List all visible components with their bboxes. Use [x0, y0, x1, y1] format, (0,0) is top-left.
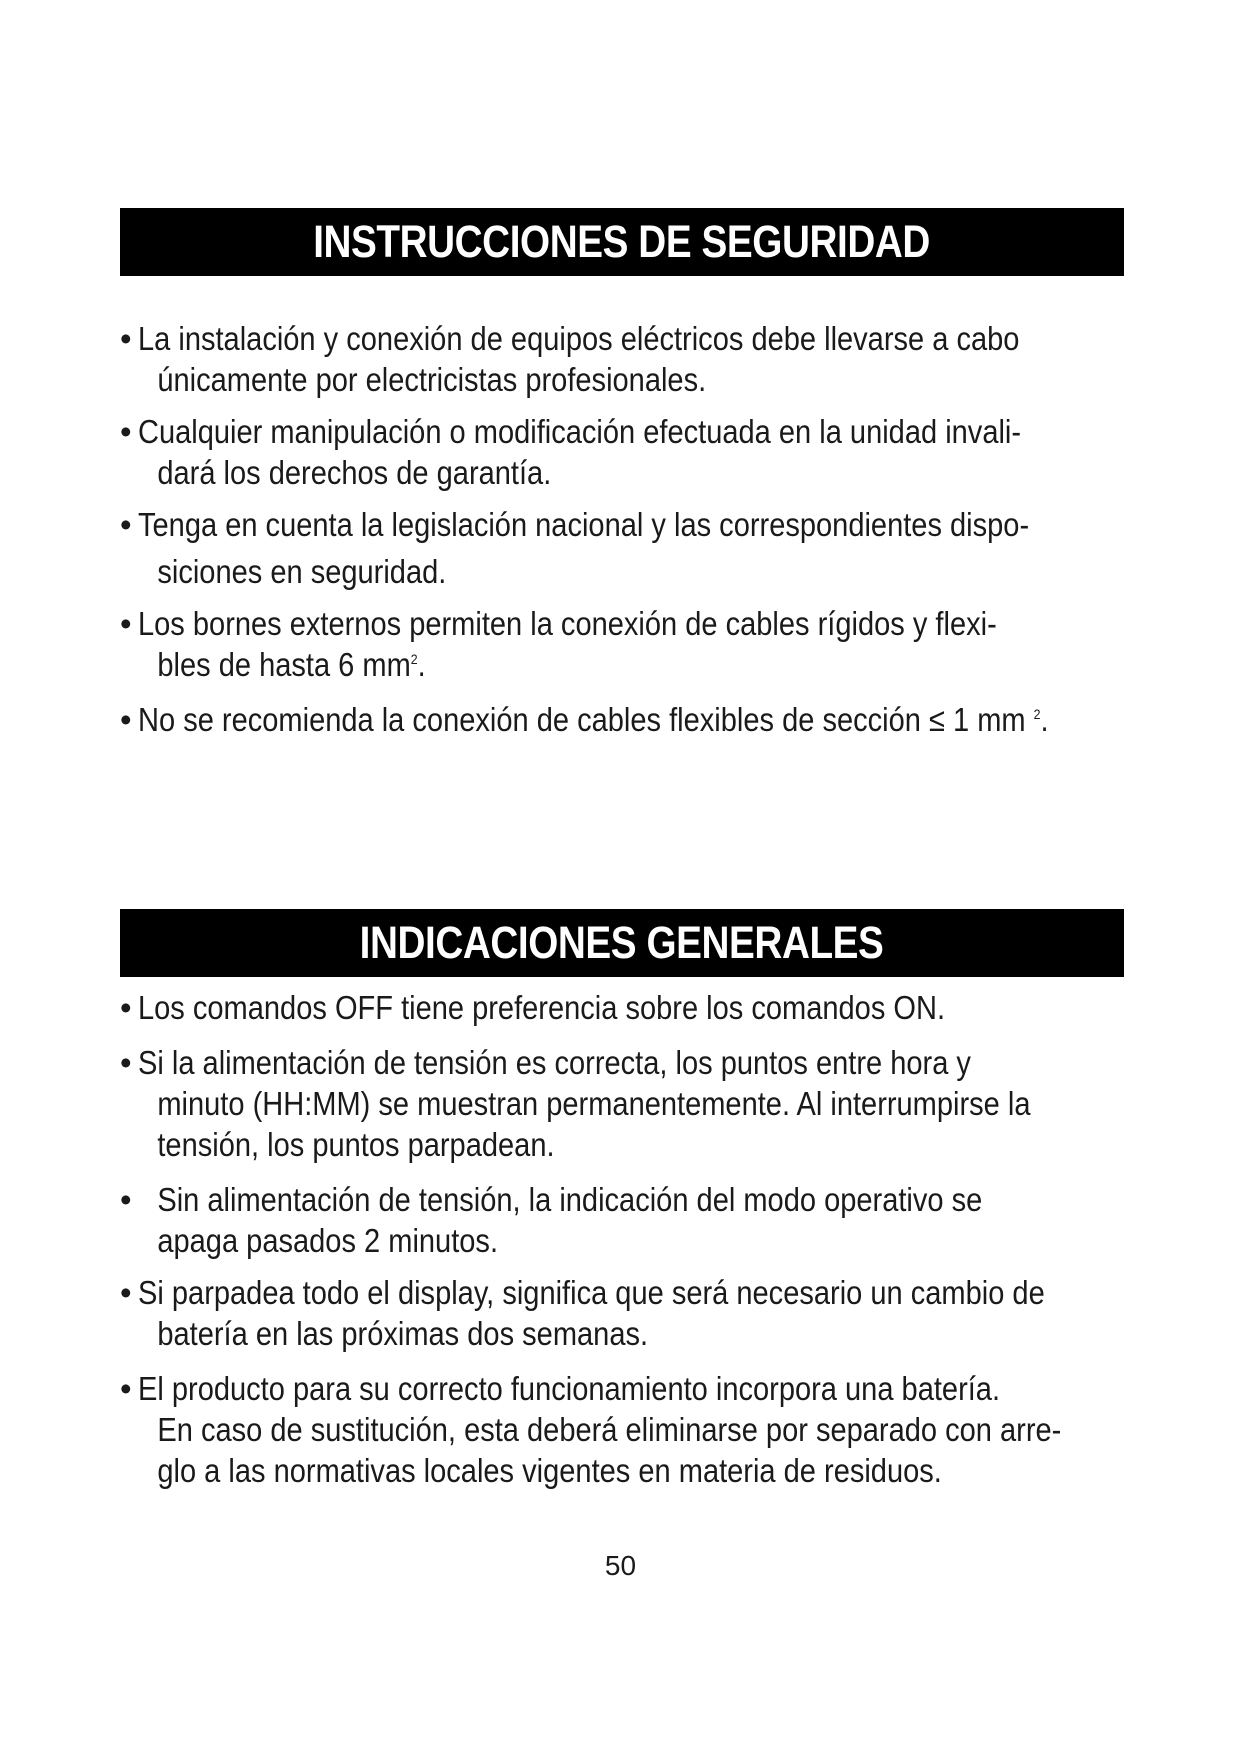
item-line-end: .: [1040, 701, 1049, 738]
list-item: [120, 1272, 1140, 1354]
list-item: [120, 318, 1140, 400]
item-line: dará los derechos de garantía.: [157, 454, 552, 491]
general-indications-title: INDICACIONES GENERALES: [360, 917, 884, 968]
general-indications-heading: [120, 909, 1124, 977]
item-line: [138, 699, 1049, 740]
item-line: Si la alimentación de tensión es correcta, los puntos entre hora y: [138, 1044, 971, 1081]
item-line-text: No se recomienda la conexión de cables flexibles de sección ≤ 1 mm: [138, 701, 1034, 738]
item-line: glo a las normativas locales vigentes en materia de residuos.: [157, 1452, 942, 1489]
item-line-text: bles de hasta 6 mm: [157, 646, 411, 683]
superscript: 2: [410, 651, 418, 667]
bullet-icon: •: [120, 1044, 132, 1081]
list-item: [120, 411, 1140, 493]
superscript: 2: [1033, 706, 1041, 722]
bullet-icon: •: [120, 1370, 132, 1407]
bullet-icon: •: [120, 506, 132, 543]
safety-instructions-heading: [120, 208, 1124, 276]
item-line: Si parpadea todo el display, significa que será necesario un cambio de: [138, 1274, 1045, 1311]
bullet-icon: •: [120, 1181, 132, 1218]
item-line: [138, 644, 1020, 685]
item-line: En caso de sustitución, esta deberá eliminarse por separado con arre-: [157, 1411, 1062, 1448]
item-line: Sin alimentación de tensión, la indicación del modo operativo se: [157, 1181, 983, 1218]
general-indications-list: [120, 987, 1140, 1491]
list-item: [120, 699, 1140, 740]
item-line: siciones en seguridad.: [157, 553, 447, 590]
bullet-icon: •: [120, 1274, 132, 1311]
item-line: apaga pasados 2 minutos.: [157, 1222, 499, 1259]
item-line: tensión, los puntos parpadean.: [157, 1126, 555, 1163]
item-line: Los comandos OFF tiene preferencia sobre los comandos ON.: [138, 989, 946, 1026]
item-line: únicamente por electricistas profesionales.: [157, 361, 707, 398]
bullet-icon: •: [120, 413, 132, 450]
list-item: [120, 504, 1140, 592]
item-line: Los bornes externos permiten la conexión de cables rígidos y flexi-: [138, 605, 997, 642]
list-item: [120, 603, 1140, 685]
list-item: [120, 1042, 1140, 1165]
list-item: [120, 1368, 1140, 1491]
item-line: La instalación y conexión de equipos eléctricos debe llevarse a cabo: [138, 320, 1020, 357]
item-line: Cualquier manipulación o modificación efectuada en la unidad invali-: [138, 413, 1022, 450]
item-line: batería en las próximas dos semanas.: [157, 1315, 649, 1352]
bullet-icon: •: [120, 989, 132, 1026]
bullet-icon: •: [120, 320, 132, 357]
list-item: [120, 1179, 1140, 1261]
safety-instructions-list: [120, 318, 1140, 740]
item-line: Tenga en cuenta la legislación nacional y las correspondientes dispo-: [138, 506, 1030, 543]
page-number: 50: [604, 1550, 637, 1581]
safety-instructions-title: INSTRUCCIONES DE SEGURIDAD: [313, 216, 931, 267]
item-line-end: .: [417, 646, 426, 683]
list-item: [120, 987, 1140, 1028]
bullet-icon: •: [120, 701, 132, 738]
bullet-icon: •: [120, 605, 132, 642]
item-line: El producto para su correcto funcionamiento incorpora una batería.: [138, 1370, 1001, 1407]
item-line: minuto (HH:MM) se muestran permanentemente. Al interrumpirse la: [157, 1085, 1031, 1122]
